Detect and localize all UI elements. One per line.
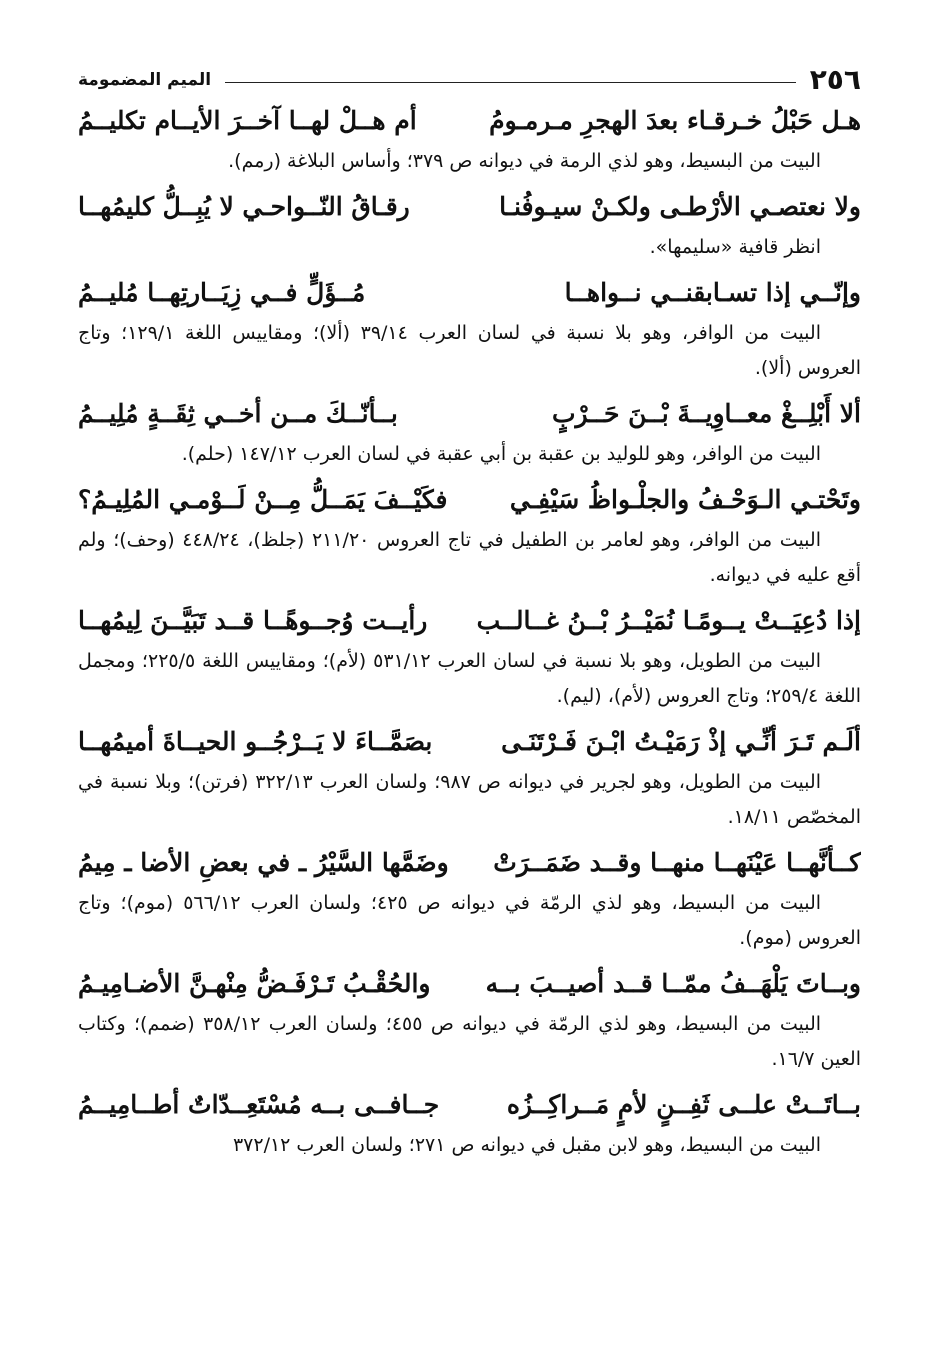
verse-line (78, 184, 861, 230)
verse-note: البيت من البسيط، وهو لذي الرمة في ديوانه ص ٣٧٩؛ وأساس البلاغة (رمم). (228, 150, 821, 172)
verse-line (78, 477, 861, 523)
verse-note: البيت من الطويل، وهو لجرير في ديوانه ص ٩٨٧؛ ولسان العرب ٣٢٢/١٣ (فرتن)؛ وبلا نسبة في المخصّص ١٨/١١. (78, 771, 861, 828)
verse-entry (78, 840, 861, 956)
verse-first-hemistich: وإنّــي إذا تسـابقنــي نــواهــا (564, 278, 861, 307)
verse-second-hemistich: والحُقْـبُ تَـرْفَـضُّ مِنْهـنَّ الأضـامِيـمُ (78, 969, 431, 998)
verse-first-hemistich: ألَـم تَـرَ أنِّـي إذْ رَمَيْـتُ ابْـنَ فَـرْتَنَـى (501, 727, 861, 756)
verse-line (78, 270, 861, 316)
verse-first-hemistich: وبــاتَ يَلْهَــفُ ممّــا قــد أصيــبَ بــه (485, 969, 861, 998)
verse-note: البيت من البسيط، وهو لذي الرمّة في ديوانه ص ٤٥٥؛ ولسان العرب ٣٥٨/١٢ (ضمم)؛ وكتاب العين ١٦/٧. (78, 1013, 861, 1070)
verse-note: البيت من الوافر، وهو بلا نسبة في لسان العرب ٣٩/١٤ (ألا)؛ ومقاييس اللغة ١٢٩/١؛ وتاج العروس (ألا). (78, 322, 861, 379)
verse-second-hemistich: بــأنّــكَ مــن أخــي ثِقَــةٍ مُلِيــمُ (78, 399, 398, 428)
verse-second-hemistich: أم هــلْ لهــا آخــرَ الأيــام تكليــمُ (78, 106, 417, 135)
verse-entry (78, 98, 861, 179)
verse-note: البيت من الوافر، وهو للوليد بن عقبة بن أبي عقبة في لسان العرب ١٤٧/١٢ (حلم). (181, 443, 821, 465)
verse-entry (78, 598, 861, 714)
verse-second-hemistich: فكَيْــفَ يَمَــلُّ مِــنْ لَــوْمـي المُلِيـمُ؟ (78, 485, 448, 514)
verse-first-hemistich: هـل حَبْلُ خـرقـاء بعدَ الهجرِ مـرمـومُ (489, 106, 861, 135)
verse-second-hemistich: رأيــت وُجــوهًــا قــد تَبَيَّــنَ لِيمُهــا (78, 606, 428, 635)
verse-entry (78, 391, 861, 472)
verse-first-hemistich: وتَحْتـي الـوَحْـفُ والجلْـواظُ سَيْفِـي (509, 485, 861, 514)
verse-line (78, 98, 861, 144)
verse-first-hemistich: إذا دُعِيَــتْ يــومًـا نُمَيْــرُ بْــنُ غــالــب (476, 606, 861, 635)
verse-first-hemistich: بــاتَــتْ علــى ثَفِــنٍ لأمٍ مَــراكِــزُه (506, 1090, 861, 1119)
verse-entry (78, 719, 861, 835)
page-number: ٢٥٦ (809, 63, 861, 96)
verse-entry (78, 477, 861, 593)
verse-first-hemistich: ألا أَبْلِــغْ معــاوِيــةَ بْــنَ حَــرْبٍ (551, 399, 861, 428)
page-header (78, 62, 861, 98)
verse-note: البيت من البسيط، وهو لذي الرمّة في ديوانه ص ٤٢٥؛ ولسان العرب ٥٦٦/١٢ (موم)؛ وتاج العروس (موم). (78, 892, 861, 949)
verse-first-hemistich: ولا نعتصـي الأرْطـى ولكـنْ سيـوفُنـا (499, 192, 861, 221)
verse-entry (78, 1082, 861, 1163)
header-rule (225, 82, 796, 83)
verse-note: انظر قافية «سليمها». (649, 236, 821, 258)
verse-line (78, 1082, 861, 1128)
verse-second-hemistich: جــافــى بــه مُسْتَعِــدّاتٌ أطــامِيــمُ (78, 1090, 440, 1119)
verse-line (78, 719, 861, 765)
book-page (78, 62, 861, 1168)
verse-entry (78, 184, 861, 265)
verse-note: البيت من الوافر، وهو لعامر بن الطفيل في تاج العروس ٢١١/٢٠ (جلظ)، ٤٤٨/٢٤ (وحف)؛ ولم أقع عليه في ديوانه. (78, 529, 861, 586)
verse-line (78, 961, 861, 1007)
verse-line (78, 391, 861, 437)
verse-entry (78, 270, 861, 386)
verse-second-hemistich: رقـاقُ النّــواحـي لا يُبِــلُّ كليمُهــا (78, 192, 410, 221)
verse-entry (78, 961, 861, 1077)
verse-line (78, 840, 861, 886)
verse-second-hemistich: وضَمَّها السَّيْرُ ـ في بعضِ الأضا ـ مِيمُ (78, 848, 449, 877)
section-title: الميم المضمومة (78, 70, 212, 90)
verse-note: البيت من الطويل، وهو بلا نسبة في لسان العرب ٥٣١/١٢ (لأم)؛ ومقاييس اللغة ٢٢٥/٥؛ ومجمل اللغة ٢٥٩/٤؛ وتاج العروس (لأم)، (ليم). (78, 650, 861, 707)
verse-second-hemistich: مُــؤَلٍّ فــي زِيَــارتِهــا مُليــمُ (78, 278, 366, 307)
verse-note: البيت من البسيط، وهو لابن مقبل في ديوانه ص ٢٧١؛ ولسان العرب ٣٧٢/١٢ (232, 1134, 821, 1156)
verse-line (78, 598, 861, 644)
verse-first-hemistich: كــأنَّهــا عَيْنَهــا منهــا وقــد ضَمَــرَتْ (493, 848, 861, 877)
verse-second-hemistich: بصَمَّــاءَ لا يَــرْجُــو الحيــاةَ أميمُهــا (78, 727, 433, 756)
